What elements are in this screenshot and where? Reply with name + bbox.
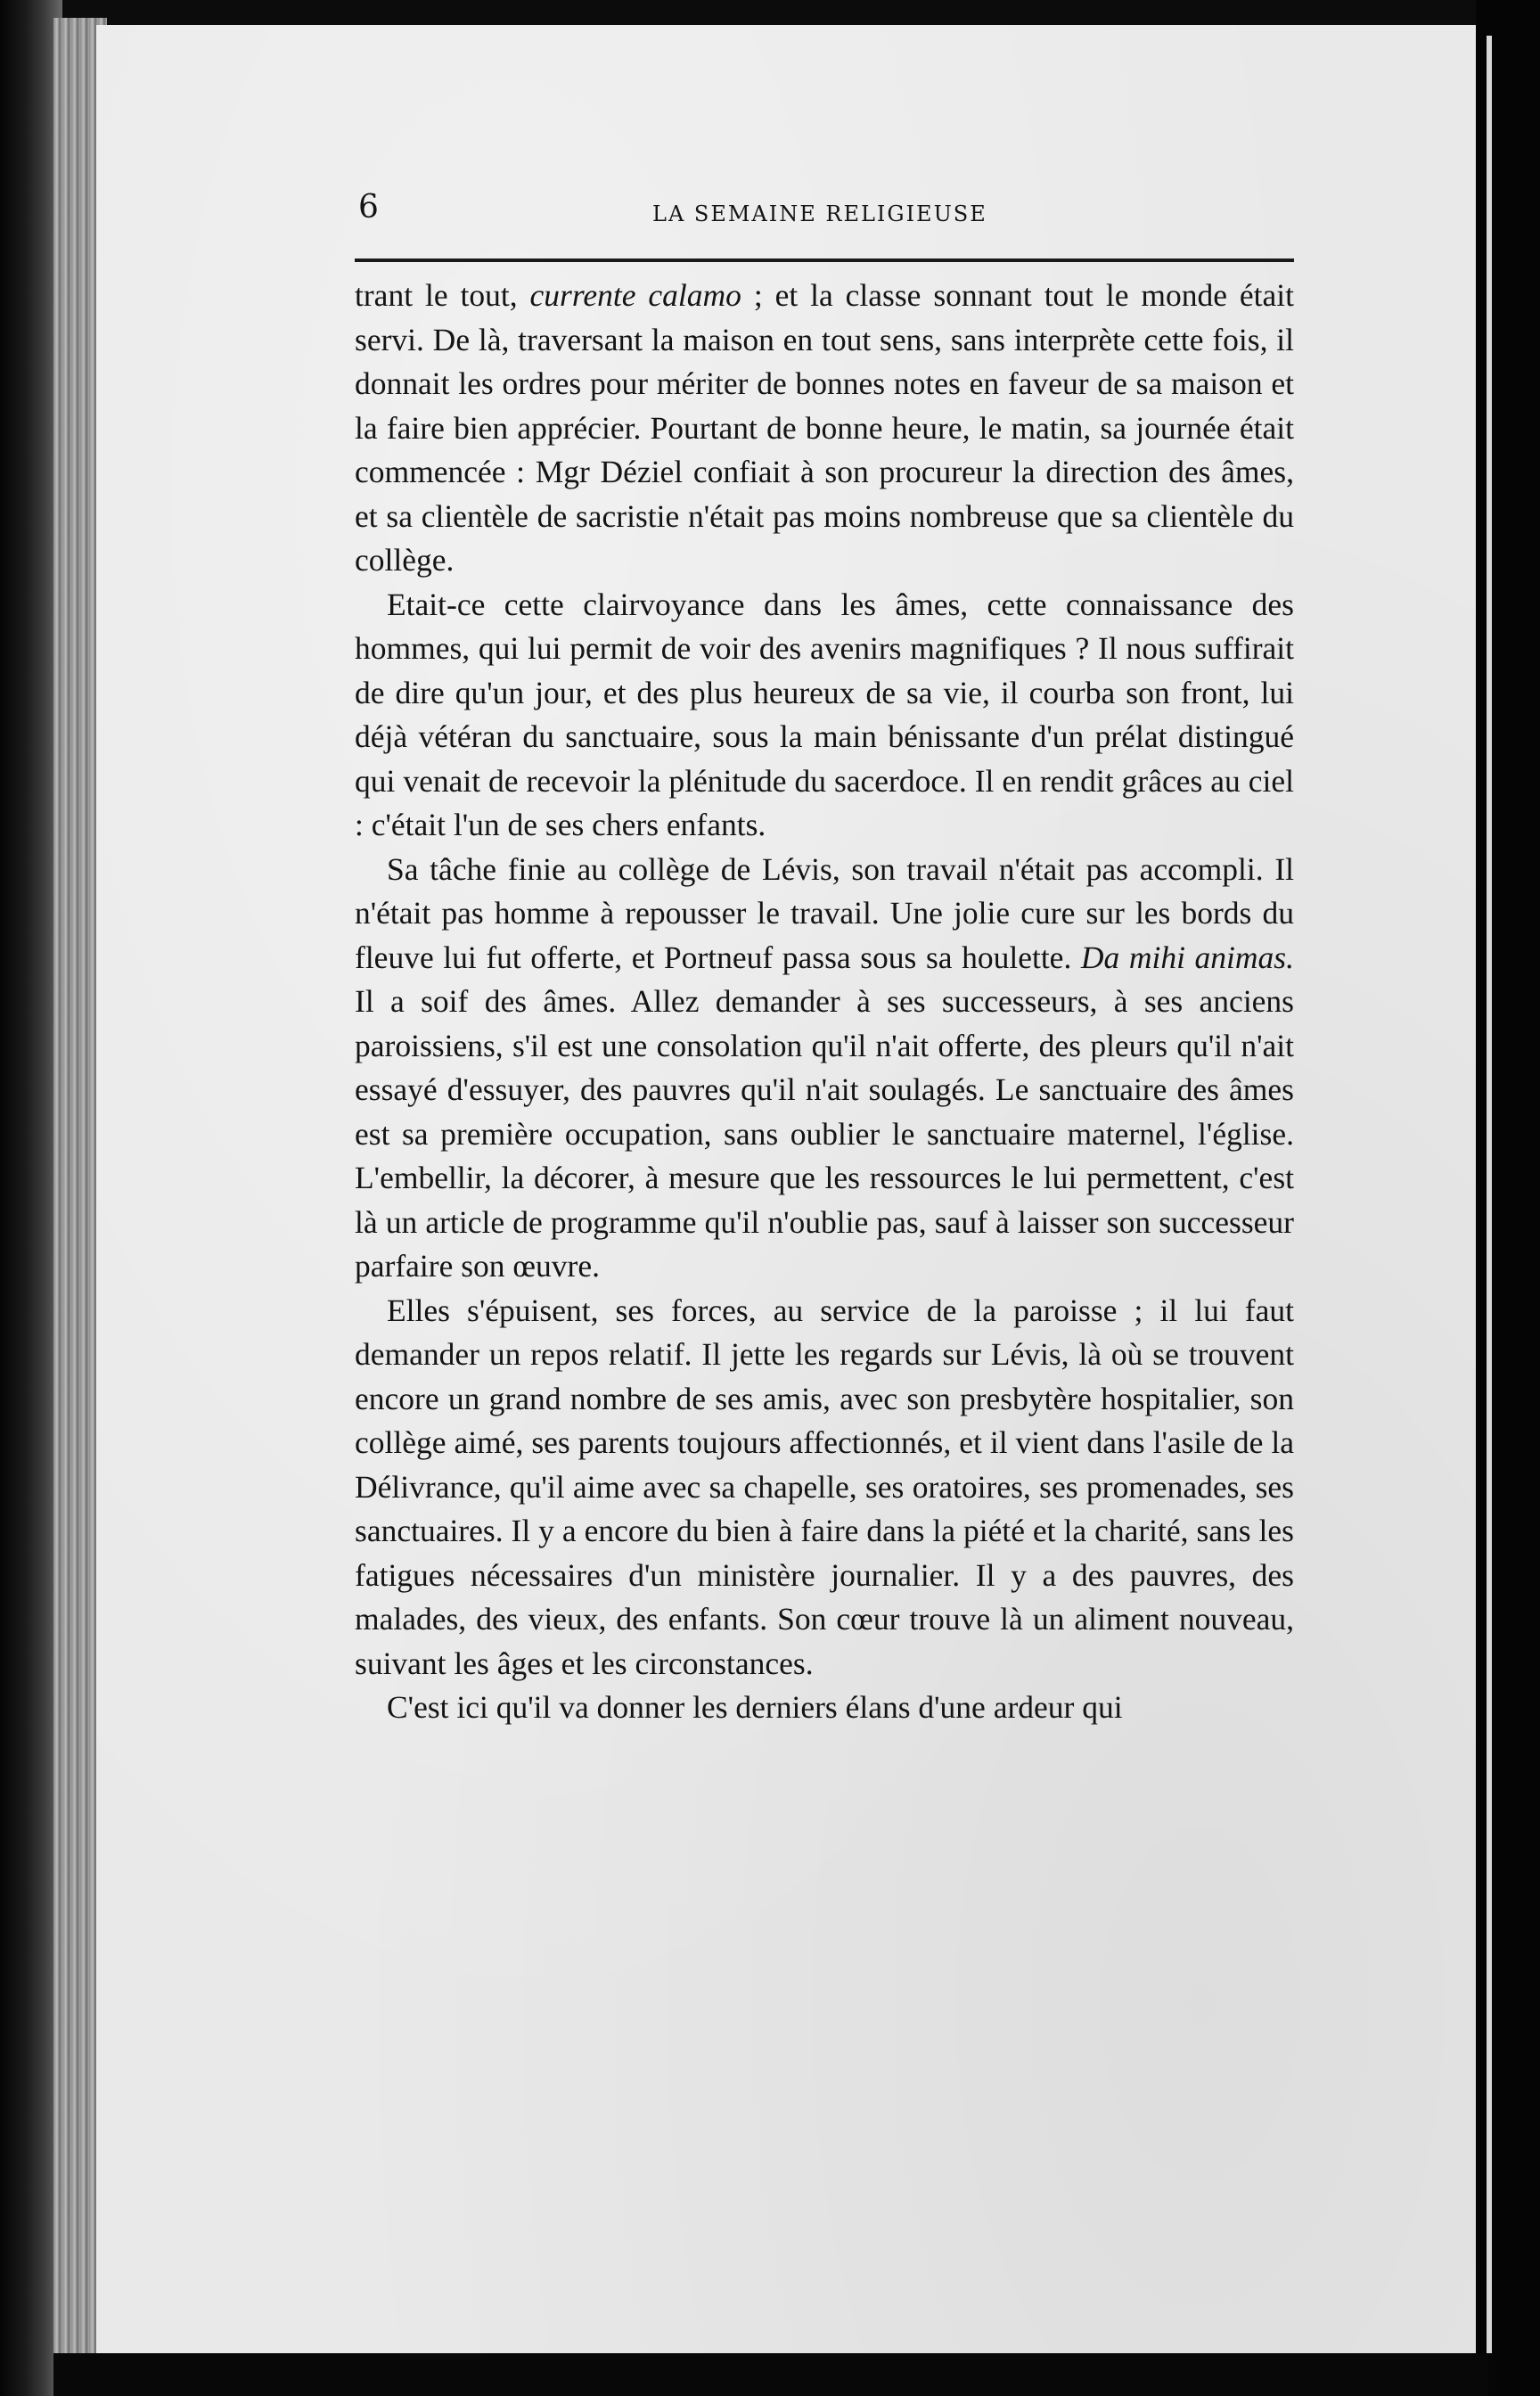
text-segment: C'est ici qu'il va donner les derniers élans d'une ardeur qui (387, 1689, 1123, 1725)
scan-border-bottom (53, 2353, 1488, 2396)
running-head: LA SEMAINE RELIGIEUSE (652, 201, 987, 226)
scan-border-right (1476, 0, 1540, 2396)
paragraph (355, 848, 1294, 1289)
text-segment: Etait-ce cette clairvoyance dans les âmes, cette connaissance des hommes, qui lui permit de voir des avenirs magnifiques ? Il nous suffirait de dire qu'un jour, et des plus heureux de sa vie, il courba son front, lui déjà vétéran du sanctuaire, sous la main bénissante d'un prélat distingué qui venait de recevoir la plénitude du sacerdoce. Il en rendit grâces au ciel : c'était l'un de ses chers enfants. (355, 586, 1294, 842)
italic-segment: Da mihi animas. (1080, 939, 1294, 975)
page-header (358, 189, 1294, 234)
text-segment: Elles s'épuisent, ses forces, au service de la paroisse ; il lui faut demander un repos relatif. Il jette les regards sur Lévis, là où se trouvent encore un grand nombre de ses amis, avec son presbytère hospitalier, son collège aimé, ses parents toujours affectionnés, et il vient dans l'asile de la Délivrance, qu'il aime avec sa chapelle, ses oratoires, ses promenades, ses sanctuaires. Il y a encore du bien à faire dans la piété et la charité, sans les fatigues nécessaires d'un ministère journalier. Il y a des pauvres, des malades, des vieux, des enfants. Son cœur trouve là un aliment nouveau, suivant les âges et les circonstances. (355, 1292, 1294, 1681)
text-segment: ; et la classe sonnant tout le monde était servi. De là, traversant la maison en tout sens, sans interprète cette fois, il donnait les ordres pour mériter de bonnes notes en faveur de sa maison et la faire bien apprécier. Pourtant de bonne heure, le matin, sa journée était commencée : Mgr Déziel confiait à son procureur la direction des âmes, et sa clientèle de sacristie n'était pas moins nombreuse que sa clientèle du collège. (355, 277, 1295, 578)
paragraph (355, 1289, 1294, 1686)
text-segment: Sa tâche finie au collège de Lévis, son travail n'était pas accompli. Il n'était pas homme à repousser le travail. Une jolie cure sur les bords du fleuve lui fut offerte, et Portneuf passa sous sa houlette. (355, 850, 1294, 975)
text-segment: trant le tout, (355, 277, 530, 313)
paragraph (355, 1686, 1294, 1730)
paragraph (355, 274, 1294, 583)
next-page-edge (1487, 36, 1492, 2353)
text-segment: Il a soif des âmes. Allez demander à ses successeurs, à ses anciens paroissiens, s'il est une consolation qu'il n'ait offerte, des pleurs qu'il n'ait essayé d'essuyer, des pauvres qu'il n'ait soulagés. Le sanctuaire des âmes est sa première occupation, sans oublier le sanctuaire maternel, l'église. L'embellir, la décorer, à mesure que les ressources le lui permettent, c'est là un article de programme qu'il n'oublie pas, sauf à laisser son successeur parfaire son œuvre. (355, 983, 1294, 1284)
page-number: 6 (358, 189, 379, 226)
header-rule (355, 258, 1294, 262)
body-text (355, 274, 1294, 1730)
italic-segment: currente calamo (529, 277, 741, 313)
paragraph (355, 583, 1294, 848)
